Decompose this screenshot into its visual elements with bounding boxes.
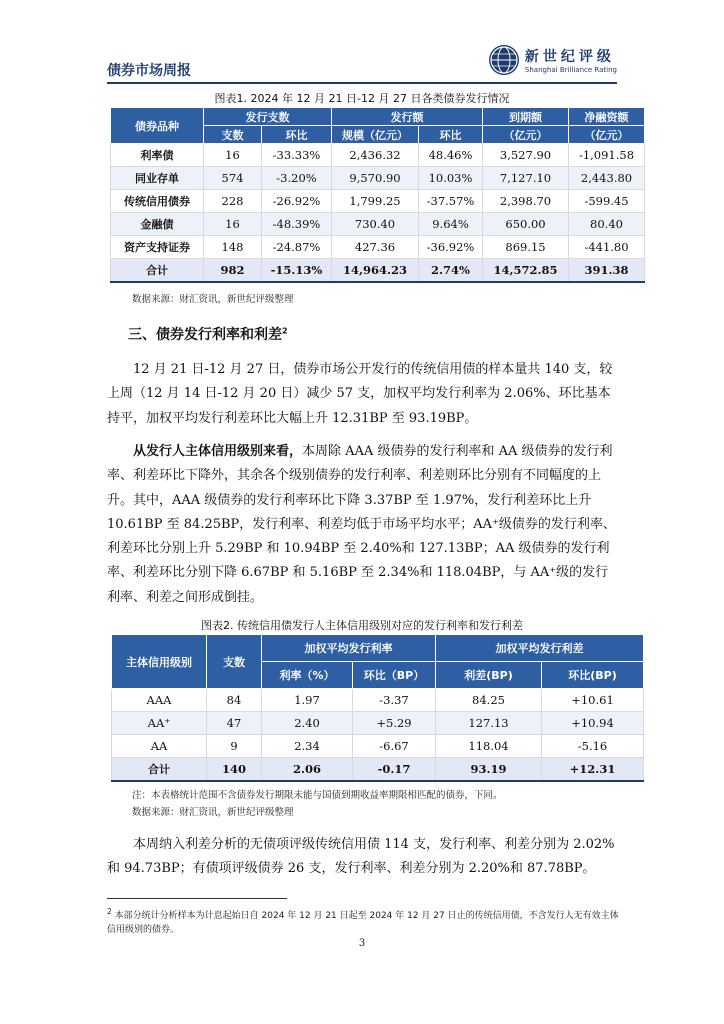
table-cell: +12.31 (542, 758, 644, 782)
table-cell: 391.38 (569, 259, 645, 283)
table-cell: 1.97 (262, 689, 353, 712)
table-cell: 16 (204, 144, 262, 167)
table-cell: 47 (207, 712, 262, 735)
col-header-unit1: （亿元） (483, 126, 569, 144)
table-cell: 利率债 (111, 144, 204, 167)
col-header-count: 支数 (204, 126, 262, 144)
table1-caption (107, 90, 617, 106)
table-cell: 982 (204, 259, 262, 283)
table-cell: 2,436.32 (332, 144, 419, 167)
table-cell: 228 (204, 190, 262, 213)
col-header-count: 支数 (207, 635, 262, 689)
table-cell: 14,964.23 (332, 259, 419, 283)
col-header-kind: 债券品种 (111, 108, 204, 144)
col-header-rating: 主体信用级别 (112, 635, 207, 689)
table-cell: 2,443.80 (569, 167, 645, 190)
table1-caption-text: 2024 年 12 月 21 日-12 月 27 日各类债券发行情况 (250, 92, 510, 105)
table-row (111, 236, 645, 259)
table-cell: 9 (207, 735, 262, 758)
col-header-net: 净融资额 (569, 108, 645, 126)
paragraph-2 (107, 440, 617, 610)
table-cell: -6.67 (353, 735, 436, 758)
table-cell: -441.80 (569, 236, 645, 259)
table-cell: 2.34 (262, 735, 353, 758)
table-cell: 同业存单 (111, 167, 204, 190)
section-title-text: 三、债券发行利率和利差 (128, 327, 282, 343)
table-cell: +10.61 (542, 689, 644, 712)
table-cell: -33.33% (262, 144, 332, 167)
company-logo (489, 40, 617, 80)
table-cell: 16 (204, 213, 262, 236)
col-header-spread: 利差(BP) (436, 662, 542, 689)
table-cell: AAA (112, 689, 207, 712)
section-title (128, 324, 288, 344)
table-cell: 2.74% (419, 259, 483, 283)
table-total-row (112, 758, 644, 782)
table-cell: 9.64% (419, 213, 483, 236)
table-cell: 48.46% (419, 144, 483, 167)
table2-source: 数据来源：财汇资讯，新世纪评级整理 (132, 807, 294, 818)
footnote-mark: 2 (107, 907, 112, 916)
table-cell: AA⁺ (112, 712, 207, 735)
table-cell: -15.13% (262, 259, 332, 283)
table-cell: -3.37 (353, 689, 436, 712)
table-cell: -36.92% (419, 236, 483, 259)
col-header-mom: 环比 (262, 126, 332, 144)
table-cell: 427.36 (332, 236, 419, 259)
paragraph-2-text: 本周除 AAA 级债券的发行利率和 AA 级债券的发行利率、利差环比下降外，其余各个级别债券的发行利率、利差则环比分别有不同幅度的上升。其中，AAA 级债券的发行利率环比下降 3.37BP 至 1.97%，发行利差环比上升 10.61BP 至 84.25BP，发行利率、利差均低于市场平均水平；AA⁺级债券的发行利率、利差环比分别上升 5.29BP 和 10.94BP 至 2.40%和 127.13BP；AA 级债券的发行利率、利差环比分别下降 6.67BP 和 5.16BP 至 2.34%和 118.04BP，与 AA⁺级的发行利率、利差之间形成倒挂。 (107, 444, 616, 605)
table-cell: 140 (207, 758, 262, 782)
col-header-unit2: （亿元） (569, 126, 645, 144)
table-cell: 金融债 (111, 213, 204, 236)
col-header-spread-group: 加权平均发行利差 (436, 635, 644, 662)
table-cell: 3,527.90 (483, 144, 569, 167)
table-cell: 84 (207, 689, 262, 712)
table-cell: +5.29 (353, 712, 436, 735)
table-cell: 资产支持证券 (111, 236, 204, 259)
table-cell: -37.57% (419, 190, 483, 213)
paragraph-1 (107, 358, 617, 431)
col-header-rate-mom: 环比（BP） (353, 662, 436, 689)
footnote-text: 本部分统计分析样本为计息起始日自 2024 年 12 月 21 日起至 2024 年 12 月 27 日止的传统信用债，不含发行人无有效主体信用级别的债券。 (107, 911, 619, 935)
col-header-mom2: 环比 (419, 126, 483, 144)
logo-english-name: Shanghai Brilliance Rating (524, 66, 617, 74)
table-cell: 2,398.70 (483, 190, 569, 213)
table-cell: AA (112, 735, 207, 758)
table-cell: 148 (204, 236, 262, 259)
table-cell: -24.87% (262, 236, 332, 259)
footnote-divider (107, 898, 287, 899)
table-cell: 7,127.10 (483, 167, 569, 190)
table-cell: +10.94 (542, 712, 644, 735)
paragraph-2-lead: 从发行人主体信用级别来看， (133, 444, 303, 459)
table-cell: 传统信用债券 (111, 190, 204, 213)
table-row (112, 735, 644, 758)
col-header-rate: 利率（%） (262, 662, 353, 689)
table-row (111, 167, 645, 190)
table-cell: 10.03% (419, 167, 483, 190)
footnote (107, 905, 619, 937)
table-cell: 1,799.25 (332, 190, 419, 213)
table-cell: 合计 (112, 758, 207, 782)
table-cell: 84.25 (436, 689, 542, 712)
table-cell: 127.13 (436, 712, 542, 735)
table-row (111, 144, 645, 167)
table1-caption-label: 图表1. (214, 92, 248, 105)
table-cell: 650.00 (483, 213, 569, 236)
logo-globe-icon (489, 45, 519, 75)
table-cell: 2.40 (262, 712, 353, 735)
table-row (112, 689, 644, 712)
table-cell: -599.45 (569, 190, 645, 213)
page-header (107, 40, 617, 84)
paragraph-3-text: 本周纳入利差分析的无债项评级传统信用债 114 支，发行利率、利差分别为 2.02%和 94.73BP；有债项评级债券 26 支，发行利率、利差分别为 2.20%和 87.78BP。 (107, 837, 615, 877)
footnote-ref: 2 (282, 326, 288, 336)
table-cell: 118.04 (436, 735, 542, 758)
table-cell: 合计 (111, 259, 204, 283)
table-cell: -0.17 (353, 758, 436, 782)
table-row (112, 712, 644, 735)
col-header-maturity: 到期额 (483, 108, 569, 126)
table-cell: -5.16 (542, 735, 644, 758)
table-row (111, 213, 645, 236)
col-header-spread-mom: 环比(BP) (542, 662, 644, 689)
table2-caption-text: 传统信用债发行人主体信用级别对应的发行利率和发行利差 (237, 619, 523, 632)
table-cell: -1,091.58 (569, 144, 645, 167)
paragraph-1-text: 12 月 21 日-12 月 27 日，债券市场公开发行的传统信用债的样本量共 140 支，较上周（12 月 14 日-12 月 20 日）减少 57 支，加权平均发行利率为 2.06%、环比基本持平，加权平均发行利差环比大幅上升 12.31BP 至 93.19BP。 (107, 362, 613, 426)
table-cell: 869.15 (483, 236, 569, 259)
table-cell: 14,572.85 (483, 259, 569, 283)
col-header-issue-amount: 发行额 (332, 108, 483, 126)
paragraph-3 (107, 833, 617, 882)
col-header-scale: 规模（亿元） (332, 126, 419, 144)
report-title: 债券市场周报 (107, 63, 191, 79)
table-cell: 2.06 (262, 758, 353, 782)
table-total-row (111, 259, 645, 283)
table2-caption-label: 图表2. (201, 619, 234, 632)
table-cell: 93.19 (436, 758, 542, 782)
table-cell: -26.92% (262, 190, 332, 213)
table-row (111, 190, 645, 213)
col-header-issue-count: 发行支数 (204, 108, 332, 126)
table2-note: 注：本表格统计范围不含债券发行期限未能与国债到期收益率期限相匹配的债券，下同。 (132, 790, 503, 801)
page-number: 3 (358, 938, 366, 949)
table-cell: -48.39% (262, 213, 332, 236)
table-cell: -3.20% (262, 167, 332, 190)
col-header-rate-group: 加权平均发行利率 (262, 635, 436, 662)
table-cell: 9,570.90 (332, 167, 419, 190)
table-cell: 730.40 (332, 213, 419, 236)
bond-issuance-table (110, 107, 645, 283)
table1-source: 数据来源：财汇资讯，新世纪评级整理 (132, 294, 294, 305)
table-cell: 80.40 (569, 213, 645, 236)
table-cell: 574 (204, 167, 262, 190)
logo-chinese-name: 新世纪评级 (524, 49, 615, 65)
table2-caption (107, 617, 617, 633)
rating-spread-table (111, 634, 644, 782)
